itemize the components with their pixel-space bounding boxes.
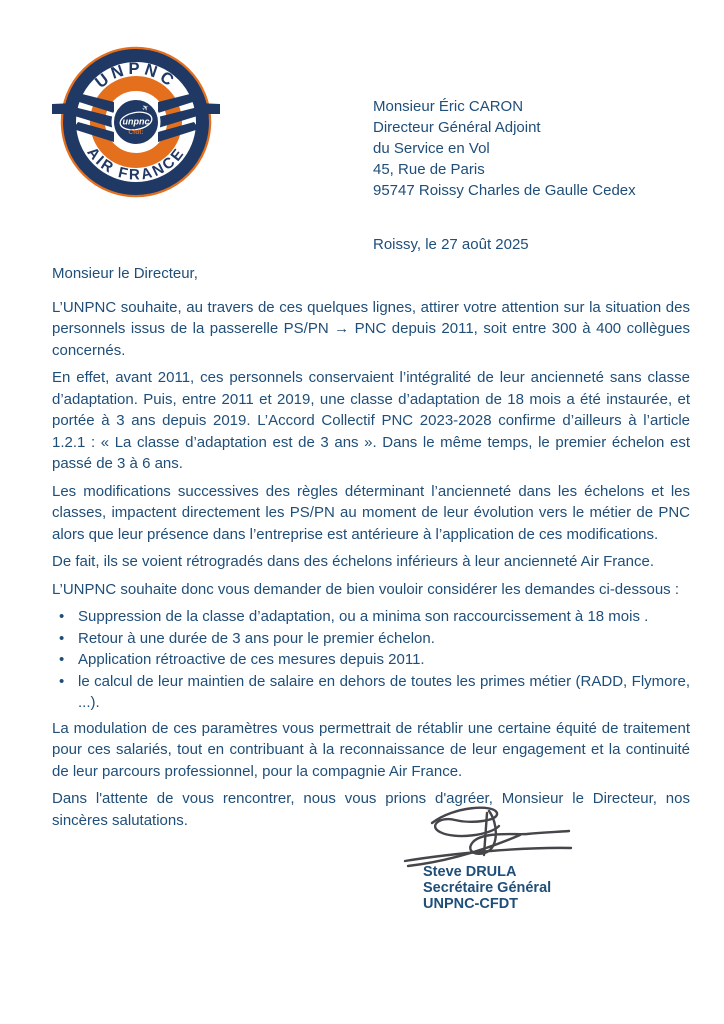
salutation: Monsieur le Directeur, (52, 265, 198, 282)
paragraph-history: En effet, avant 2011, ces personnels conservaient l’intégralité de leur ancienneté sans classe d’adaptation. Puis, entre 2011 et 2019, une classe d’adaptation de 18 mois a été instaurée, et portée à 3 ans depuis 2019. L’Accord Collectif PNC 2023-2028 confirme d’ailleurs à l’article 1.2.1 : « La classe d’adaptation est de 3 ans ». Dans le même temps, le premier échelon est passé de 3 à 6 ans. (52, 369, 690, 472)
recipient-city: 95747 Roissy Charles de Gaulle Cedex (373, 182, 636, 199)
recipient-title-line1: Directeur Général Adjoint (373, 119, 541, 136)
signature-icon (399, 802, 577, 870)
bullet-icon: • (59, 651, 65, 668)
list-item (52, 606, 690, 628)
list-item (52, 649, 690, 671)
bullet-icon: • (59, 629, 65, 647)
signer-block (423, 864, 551, 913)
signature-scrawl (399, 802, 577, 870)
right-wing-tip (197, 103, 220, 114)
demand-text: Retour à une durée de 3 ans pour le premier échelon. (78, 629, 435, 647)
logo-center-sub: Cfdt: (128, 129, 144, 136)
demand-text: le calcul de leur maintien de salaire en dehors de toutes les primes métier (RADD, Flymore, ...). (78, 672, 690, 711)
signer-name: Steve DRULA (423, 864, 517, 880)
signer-title: Secrétaire Général (423, 880, 552, 897)
letter-body (52, 263, 690, 837)
left-wing-tip (52, 103, 75, 114)
recipient-title-line2: du Service en Vol (373, 140, 490, 157)
demands-list (52, 606, 690, 714)
unpnc-air-france-logo (48, 44, 228, 202)
logo-center-script: unpnc (122, 116, 150, 127)
paragraph-demands-intro: L’UNPNC souhaite donc vous demander de bien vouloir considérer les demandes ci-dessous : (52, 580, 680, 598)
paragraph-closing: Dans l'attente de vous rencontrer, nous vous prions d'agréer, Monsieur le Directeur, nos sincères salutations. (52, 790, 690, 829)
dateline: Roissy, le 27 août 2025 (373, 236, 529, 253)
unpnc-roundel-icon (48, 44, 228, 202)
demand-text: Application rétroactive de ces mesures depuis 2011. (78, 651, 425, 668)
list-item (52, 628, 690, 650)
paragraph-situation: L’UNPNC souhaite, au travers de ces quelques lignes, attirer votre attention sur la situation des personnels issus de la passerelle PS/PN → PNC depuis 2011, soit entre 300 à 400 collègues concernés. (52, 298, 690, 359)
bullet-icon: • (59, 608, 65, 625)
recipient-block (373, 96, 636, 201)
paragraph-consequence: De fait, ils se voient rétrogradés dans des échelons inférieurs à leur ancienneté Air France. (52, 553, 654, 570)
recipient-street: 45, Rue de Paris (373, 161, 485, 178)
list-item (52, 671, 690, 714)
paragraph-modulation: La modulation de ces paramètres vous permettrait de rétablir une certaine équité de traitement pour ces salariés, tout en contribuant à la reconnaissance de leur engagement et la continuité de leur parcours professionnel, pour la compagnie Air France. (52, 719, 690, 780)
plane-icon: ✈ (140, 102, 151, 114)
paragraph-modifications: Les modifications successives des règles déterminant l’ancienneté dans les échelons et les classes, impactent directement les PS/PN au moment de leur évolution vers le métier de PNC alors que leur présence dans l’entreprise est antérieure à l’application de ces modifications. (52, 482, 690, 543)
recipient-name: Monsieur Éric CARON (373, 98, 524, 115)
logo-bottom-text: AIR FRANCE (83, 144, 189, 184)
demand-text: Suppression de la classe d’adaptation, ou a minima son raccourcissement à 18 mois . (78, 608, 649, 625)
bullet-icon: • (59, 672, 65, 690)
logo-top-text: UNPNC (91, 60, 181, 92)
signer-org: UNPNC-CFDT (423, 896, 519, 913)
